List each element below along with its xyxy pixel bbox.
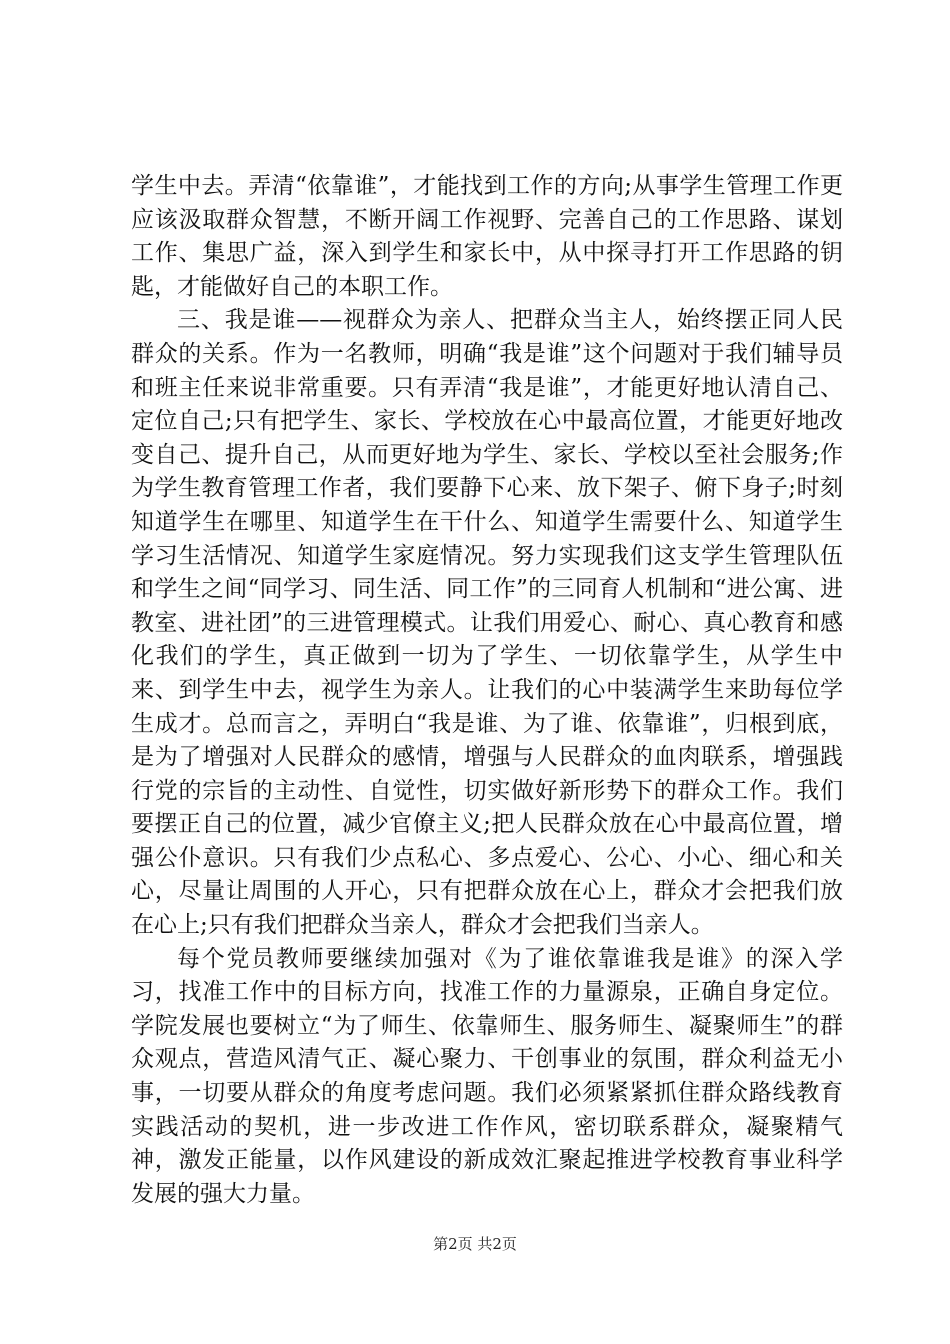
body-paragraph: 三、我是谁——视群众为亲人、把群众当主人，始终摆正同人民群众的关系。作为一名教师，明确“我是谁”这个问题对于我们辅导员和班主任来说非常重要。只有弄清“我是谁”，才能更好地认清自己、定位自己;只有把学生、家长、学校放在心中最高位置，才能更好地改变自己、提升自己，从而更好地为学生、家长、学校以至社会服务;作为学生教育管理工作者，我们要静下心来、放下架子、俯下身子;时刻知道学生在哪里、知道学生在干什么、知道学生需要什么、知道学生学习生活情况、知道学生家庭情况。努力实现我们这支学生管理队伍和学生之间“同学习、同生活、同工作”的三同育人机制和“进公寓、进教室、进社团”的三进管理模式。让我们用爱心、耐心、真心教育和感化我们的学生，真正做到一切为了学生、一切依靠学生，从学生中来、到学生中去，视学生为亲人。让我们的心中装满学生来助每位学生成才。总而言之，弄明白“我是谁、为了谁、依靠谁”，归根到底，是为了增强对人民群众的感情，增强与人民群众的血肉联系，增强践行党的宗旨的主动性、自觉性，切实做好新形势下的群众工作。我们要摆正自己的位置，减少官僚主义;把人民群众放在心中最高位置，增强公仆意识。只有我们少点私心、多点爱心、公心、小心、细心和关心，尽量让周围的人开心，只有把群众放在心上，群众才会把我们放在心上;只有我们把群众当亲人，群众才会把我们当亲人。 [131, 307, 843, 939]
document-body [131, 170, 843, 1211]
page-number: 第2页 共2页 [433, 1235, 517, 1253]
body-paragraph: 学生中去。弄清“依靠谁”，才能找到工作的方向;从事学生管理工作更应该汲取群众智慧，不断开阔工作视野、完善自己的工作思路、谋划工作、集思广益，深入到学生和家长中，从中探寻打开工作思路的钥匙，才能做好自己的本职工作。 [131, 173, 843, 300]
body-paragraph: 每个党员教师要继续加强对《为了谁依靠谁我是谁》的深入学习，找准工作中的目标方向，找准工作的力量源泉，正确自身定位。学院发展也要树立“为了师生、依靠师生、服务师生、凝聚师生”的群众观点，营造风清气正、凝心聚力、干创事业的氛围，群众利益无小事，一切要从群众的角度考虑问题。我们必须紧紧抓住群众路线教育实践活动的契机，进一步改进工作作风，密切联系群众，凝聚精气神，激发正能量，以作风建设的新成效汇聚起推进学校教育事业科学发展的强大力量。 [131, 945, 843, 1207]
